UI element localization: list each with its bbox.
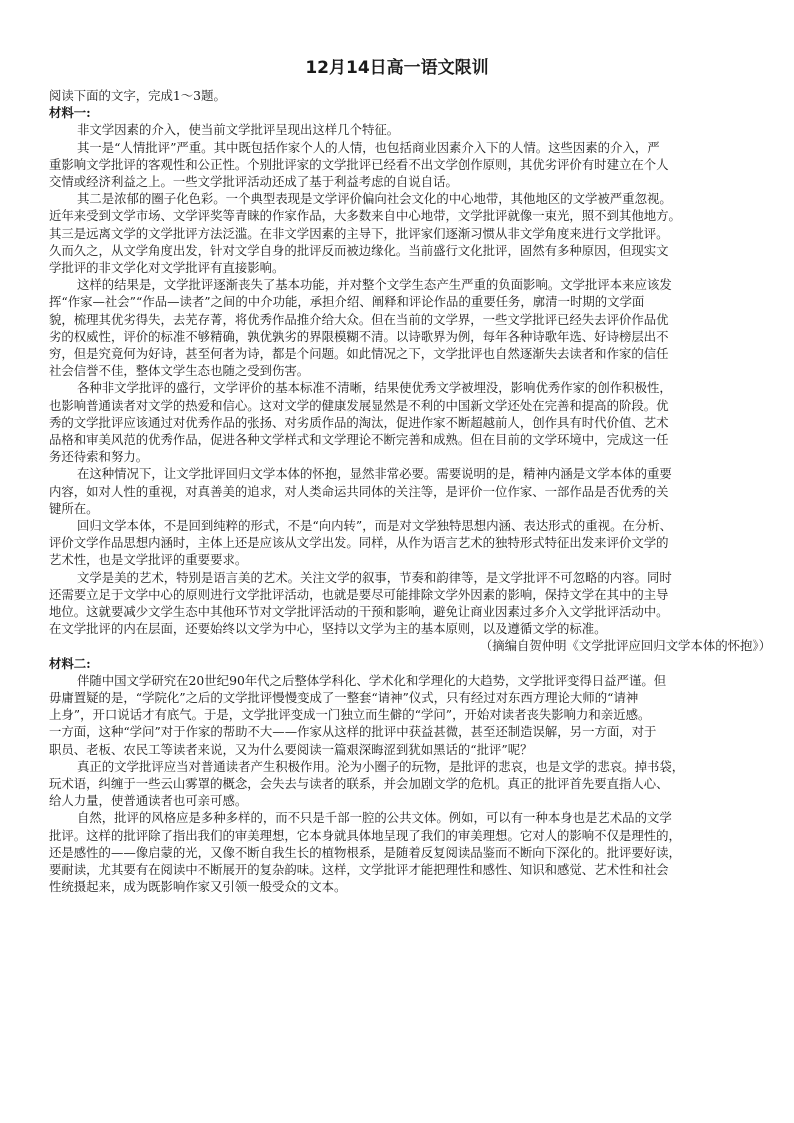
material-one-label: 材料一: (49, 105, 91, 121)
paragraph-line: 上身”，开口说话才有底气。于是，文学批评变成一门独立而生僻的“学问”，开始对读者丧失影响力和亲近感。 (49, 707, 651, 723)
paragraph-line: 回归文学本体，不是回到纯粹的形式，不是“向内转”，而是对文学独特思想内涵、表达形式的重视。在分析、 (77, 518, 673, 533)
paragraph-line: 品格和审美风范的优秀作品，促进各种文学样式和文学理论不断完善和成熟。但在目前的文学环境中，完成这一任 (49, 432, 669, 447)
paragraph-line: 貌，梳理其优劣得失，去芜存菁，将优秀作品推介给大众。但在当前的文学界，一些文学批评已经失去评价作品优 (49, 311, 669, 327)
paragraph-line: 交情或经济利益之上。一些文学批评活动还成了基于利益考虑的自说自话。 (49, 174, 458, 189)
paragraph-line: 自然，批评的风格应是多种多样的，而不只是千部一腔的公共文体。例如，可以有一种本身也是艺术品的文学 (77, 810, 672, 826)
paragraph-line: 艺术性，也是文学批评的重要要求。 (49, 552, 248, 568)
paragraph-line: 学批评的非文学化对文学批评有直接影响。 (49, 260, 285, 275)
paragraph-line: 非文学因素的介入，使当前文学批评呈现出这样几个特征。 (77, 122, 400, 138)
paragraph-line: 文学是美的艺术，特别是语言美的艺术。关注文学的叙事，节奏和韵律等，是文学批评不可忽略的内容。同时 (77, 569, 672, 585)
paragraph-line: 也影响普通读者对文学的热爱和信心。这对文学的健康发展显然是不利的中国新文学还处在完善和提高的阶段。优 (49, 397, 669, 413)
paragraph-line: 久而久之，从文学角度出发，针对文学自身的批评反而被边缘化。当前盛行文化批评，固然有多种原因，但现实文 (49, 242, 669, 258)
paragraph-line: 毋庸置疑的是，“学院化”之后的文学批评慢慢变成了一整套“请神”仪式，只有经过对东西方理论大师的“请神 (49, 690, 639, 705)
paragraph-line: 各种非文学批评的盛行，文学评价的基本标准不清晰，结果使优秀文学被埋没，影响优秀作家的创作积极性， (77, 380, 672, 396)
paragraph-line: 在这种情况下，让文学批评回归文学本体的怀抱，显然非常必要。需要说明的是，精神内涵是文学本体的重要 (77, 466, 672, 482)
paragraph-line: 务还待索和努力。 (49, 449, 149, 465)
instruction-text: 阅读下面的文字，完成1～3题。 (49, 88, 226, 103)
paragraph-line: 批评。这样的批评除了指出我们的审美理想，它本身就具体地呈现了我们的审美理想。它对人的影响不仅是理性的， (49, 827, 681, 843)
paragraph-line: 这样的结果是，文学批评逐渐丧失了基本功能，并对整个文学生态产生严重的负面影响。文学批评本来应该发 (77, 277, 672, 293)
paragraph-line: 给人力量，使普通读者也可亲可感。 (49, 793, 248, 809)
paragraph-line: 其一是“人情批评”严重。其中既包括作家个人的人情，也包括商业因素介入下的人情。这些因素的介入，严 (77, 139, 660, 155)
paragraph-line: 穷，但是究竟何为好诗，甚至何者为诗，都是个问题。如此情况之下，文学批评也自然逐渐失去读者和作家的信任 (49, 346, 669, 361)
paragraph-line: 还需要立足于文学中心的原则进行文学批评活动，也就是要尽可能排除文学外因素的影响，保持文学在其中的主导 (49, 586, 669, 602)
paragraph-line: 玩术语，纠缠于一些云山雾罩的概念，会失去与读者的联系，并会加剧文学的危机。真正的批评首先要直指人心、 (49, 776, 669, 791)
paragraph-line: 其二是浓郁的圈子化色彩。一个典型表现是文学评价偏向社会文化的中心地带，其他地区的文学被严重忽视。 (77, 191, 672, 207)
paragraph-line: 真正的文学批评应当对普通读者产生积极作用。沦为小圈子的玩物，是批评的悲哀，也是文学的悲哀。掉书袋， (77, 758, 685, 774)
paragraph-line: 在文学批评的内在层面，还要始终以文学为中心，坚持以文学为主的基本原则，以及遵循文学的标准。 (49, 621, 607, 637)
paragraph-line: 职员、老板、农民工等读者来说，又为什么要阅读一篇艰深晦涩到犹如黑话的“批评”呢？ (49, 741, 533, 757)
paragraph-line: 劣的权威性，评价的标准不够精确，孰优孰劣的界限模糊不清。以诗歌界为例，每年各种诗歌年选、好诗榜层出不 (49, 328, 669, 344)
paragraph-line: 评价文学作品思想内涵时，主体上还是应该从文学出发。同样，从作为语言艺术的独特形式特征出发来评价文学的 (49, 535, 669, 551)
paragraph-line: 性统摄起来，成为既影响作家又引领一般受众的文本。 (49, 879, 347, 895)
paragraph-line: 一方面，这种“学问”对于作家的帮助不大——作家从这样的批评中获益甚微，甚至还制造误解，另一方面，对于 (49, 724, 657, 740)
paragraph-line: 重影响文学批评的客观性和公正性。个别批评家的文学批评已经看不出文学创作原则，其优劣评价有时建立在个人 (49, 156, 669, 172)
paragraph-line: 挥“作家—社会”“作品—读者”之间的中介功能，承担介绍、阐释和评论作品的重要任务，廓清一时期的文学面 (49, 294, 645, 310)
paragraph-line: 伴随中国文学研究在20世纪90年代之后整体学科化、学术化和学理化的大趋势，文学批评变得日益严谨。但 (77, 672, 667, 688)
page-title: 12月14日高一语文限训 (305, 58, 489, 78)
paragraph-line: 要耐读，尤其要有在阅读中不断展开的复杂韵味。这样，文学批评才能把理性和感性、知识和感觉、艺术性和社会 (49, 862, 669, 877)
material-two-label: 材料二: (49, 655, 91, 671)
paragraph-line: 近年来受到文学市场、文学评奖等青睐的作家作品，大多数来自中心地带，文学批评就像一束光，照不到其他地方。 (49, 208, 681, 224)
source-citation: （摘编自贺仲明《文学批评应回归文学本体的怀抱》） (479, 638, 771, 654)
paragraph-line: 其三是远离文学的文学批评方法泛滥。在非文学因素的主导下，批评家们逐渐习惯从非文学角度来进行文学批评。 (49, 225, 669, 241)
paragraph-line: 还是感性的——像启蒙的光，又像不断自我生长的植物根系，是随着反复阅读品鉴而不断向下深化的。批评要好读， (49, 844, 681, 860)
paragraph-line: 键所在。 (49, 500, 99, 516)
paragraph-line: 地位。这就要减少文学生态中其他环节对文学批评活动的干预和影响，避免让商业因素过多介入文学批评活动中。 (49, 604, 669, 619)
paragraph-line: 社会信誉不佳，整体文学生态也随之受到伤害。 (49, 363, 310, 379)
paragraph-line: 内容，如对人性的重视，对真善美的追求，对人类命运共同体的关注等，是评价一位作家、一部作品是否优秀的关 (49, 483, 669, 499)
paragraph-line: 秀的文学批评应该通过对优秀作品的张扬、对劣质作品的淘汰，促进作家不断超越前人，创作具有时代价值、艺术 (49, 414, 669, 430)
